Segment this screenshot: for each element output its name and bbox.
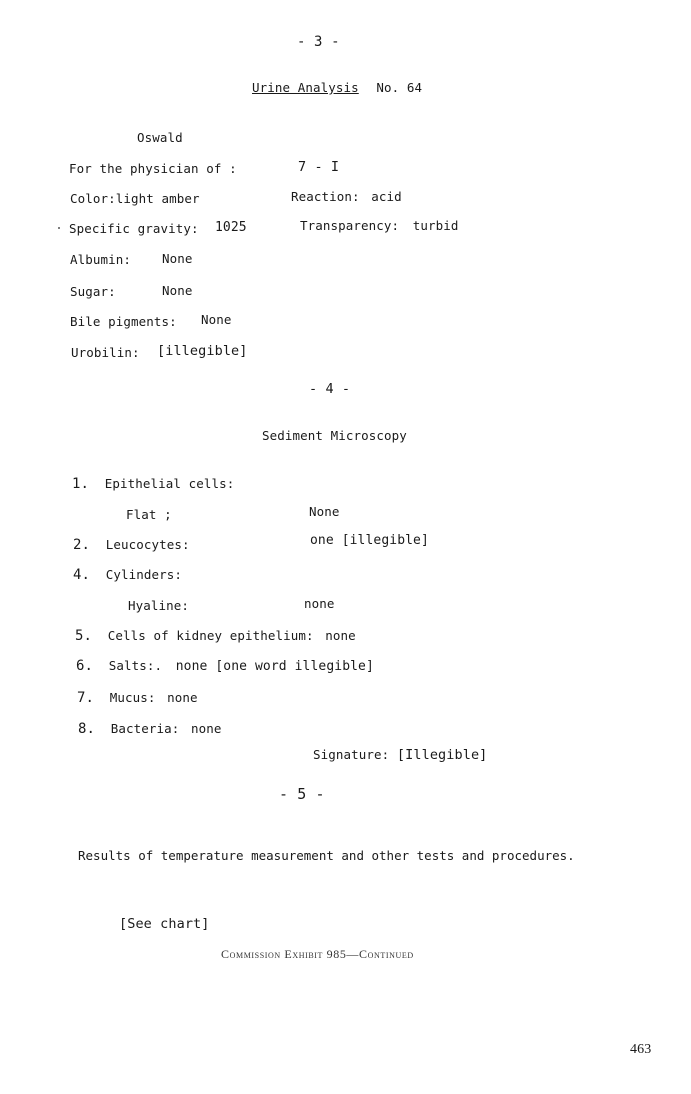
title-underlined: Urine Analysis	[252, 80, 359, 95]
signature-row	[313, 747, 487, 763]
flat-value: None	[309, 504, 340, 519]
leucocytes-value: one [illegible]	[310, 533, 429, 548]
hyaline-label: Hyaline:	[128, 598, 190, 613]
physician-value: 7 - I	[298, 159, 340, 175]
sugar-value: None	[162, 283, 193, 298]
analysis-number: No. 64	[376, 80, 423, 95]
item-value: none	[190, 721, 222, 736]
bile-value: None	[201, 312, 232, 327]
item-number: 4.	[73, 567, 91, 583]
exhibit-caption: Commission Exhibit 985—Continued	[221, 947, 414, 961]
urobilin-label: Urobilin:	[71, 345, 140, 360]
section-title-sediment: Sediment Microscopy	[262, 428, 407, 443]
physician-label: For the physician of :	[69, 161, 237, 176]
color-row	[70, 191, 200, 206]
specific-gravity-value: 1025	[215, 220, 247, 235]
item-number: 2.	[73, 537, 91, 553]
item-value: none	[325, 628, 356, 643]
item-number: 7.	[77, 690, 95, 706]
item-value: none [one word illegible]	[175, 659, 374, 674]
reaction-label: Reaction:	[291, 189, 360, 204]
bile-label: Bile pigments:	[70, 314, 177, 329]
item-bacteria	[78, 721, 222, 737]
signature-label: Signature:	[313, 747, 390, 762]
item-label: Epithelial cells:	[104, 476, 235, 491]
patient-name: Oswald	[137, 130, 183, 145]
results-line: Results of temperature measurement and other tests and procedures.	[78, 848, 575, 863]
page-number: 463	[630, 1042, 652, 1057]
item-number: 5.	[75, 628, 93, 644]
item-label: Leucocytes:	[105, 537, 190, 552]
item-kidney	[75, 628, 356, 644]
item-number: 8.	[78, 721, 96, 737]
item-number: 1.	[72, 476, 90, 492]
color-value: light amber	[115, 191, 200, 206]
item-mucus	[77, 690, 198, 706]
item-number: 6.	[76, 658, 94, 674]
see-chart-note: [See chart]	[119, 916, 210, 932]
transparency-label: Transparency:	[300, 218, 400, 233]
urobilin-value: [illegible]	[157, 343, 248, 359]
reaction-row	[291, 189, 402, 204]
color-label: Color:	[70, 191, 116, 206]
signature-value: [Illegible]	[396, 747, 488, 763]
item-label: Cells of kidney epithelium:	[107, 628, 314, 643]
item-epithelial	[72, 476, 234, 492]
albumin-label: Albumin:	[70, 252, 132, 267]
sugar-label: Sugar:	[70, 284, 116, 299]
page-marker-3: - 3 -	[297, 34, 340, 50]
transparency-row	[300, 218, 459, 233]
item-label: Bacteria:	[110, 721, 180, 736]
item-cylinders	[73, 567, 182, 583]
flat-label: Flat ;	[126, 507, 172, 522]
page-marker-5: - 5 -	[279, 785, 325, 803]
specific-gravity-label: Specific gravity:	[69, 221, 199, 236]
item-label: Salts:.	[108, 658, 163, 673]
margin-mark	[58, 227, 60, 229]
reaction-value: acid	[371, 189, 402, 204]
transparency-value: turbid	[412, 218, 459, 233]
item-leucocytes	[73, 537, 190, 553]
item-label: Mucus:	[109, 690, 156, 705]
item-label: Cylinders:	[105, 567, 182, 582]
page-marker-4: - 4 -	[309, 381, 351, 397]
document-title	[252, 80, 422, 95]
item-salts	[76, 658, 374, 674]
hyaline-value: none	[304, 596, 335, 611]
albumin-value: None	[162, 251, 193, 266]
item-value: none	[167, 690, 198, 705]
